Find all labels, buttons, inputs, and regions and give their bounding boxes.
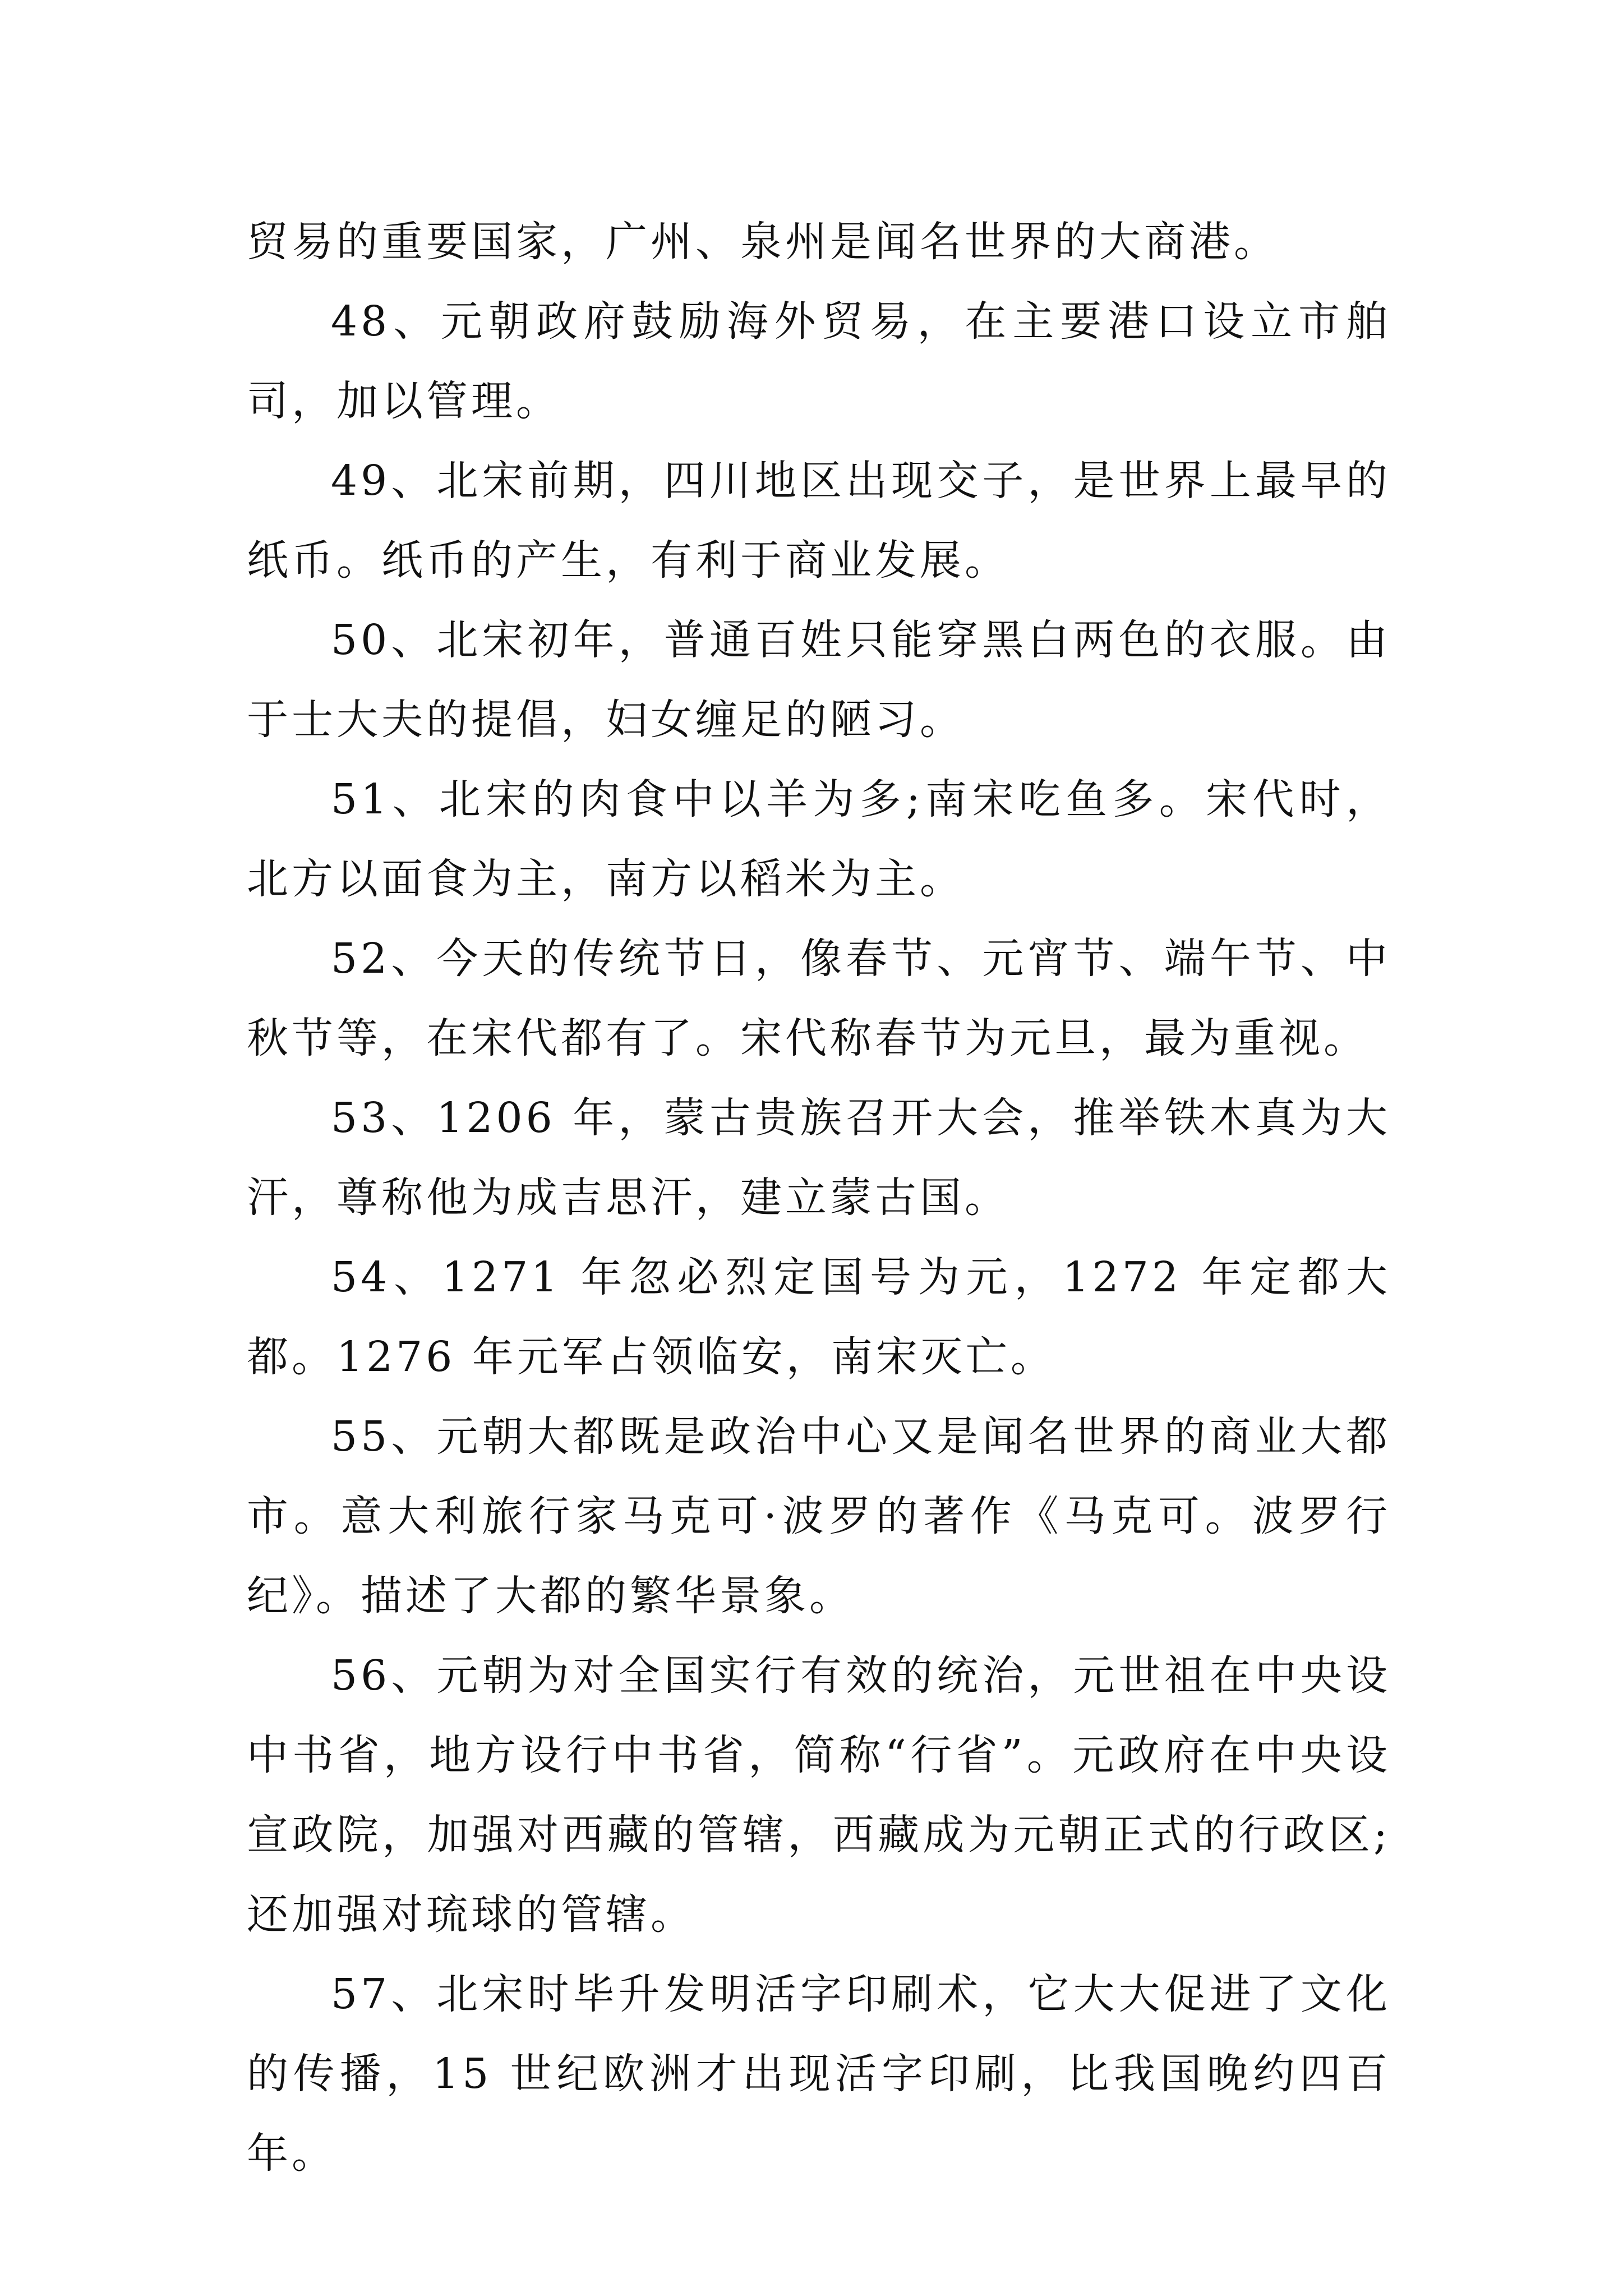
paragraph-item-53: 53、1206 年，蒙古贵族召开大会，推举铁木真为大汗，尊称他为成吉思汗，建立蒙古国。 — [247, 1094, 1391, 1222]
paragraph-item-48: 48、元朝政府鼓励海外贸易，在主要港口设立市舶司，加以管理。 — [247, 297, 1391, 425]
paragraph-item-49: 49、北宋前期，四川地区出现交子，是世界上最早的纸币。纸币的产生，有利于商业发展。 — [247, 457, 1391, 585]
paragraph-item-56: 56、元朝为对全国实行有效的统治，元世祖在中央设中书省，地方设行中书省，简称“行省”。元政府在中央设宣政院，加强对西藏的管辖，西藏成为元朝正式的行政区;还加强对琉球的管辖。 — [247, 1651, 1391, 1939]
document-body — [247, 202, 1391, 2193]
paragraph-item-54: 54、1271 年忽必烈定国号为元，1272 年定都大都。1276 年元军占领临安，南宋灭亡。 — [247, 1253, 1391, 1381]
paragraph-item-51: 51、北宋的肉食中以羊为多;南宋吃鱼多。宋代时，北方以面食为主，南方以稻米为主。 — [247, 775, 1391, 903]
paragraph-item-52: 52、今天的传统节日，像春节、元宵节、端午节、中秋节等，在宋代都有了。宋代称春节为元旦，最为重视。 — [247, 935, 1391, 1062]
paragraph-item-55: 55、元朝大都既是政治中心又是闻名世界的商业大都市。意大利旅行家马克可·波罗的著作《马克可。波罗行纪》。描述了大都的繁华景象。 — [247, 1412, 1391, 1620]
paragraph-continuation: 贸易的重要国家，广州、泉州是闻名世界的大商港。 — [247, 218, 1279, 266]
paragraph-item-50: 50、北宋初年，普通百姓只能穿黑白两色的衣服。由于士大夫的提倡，妇女缠足的陋习。 — [247, 616, 1391, 744]
paragraph-item-57: 57、北宋时毕升发明活字印刷术，它大大促进了文化的传播，15 世纪欧洲才出现活字印刷，比我国晚约四百年。 — [247, 1970, 1391, 2178]
